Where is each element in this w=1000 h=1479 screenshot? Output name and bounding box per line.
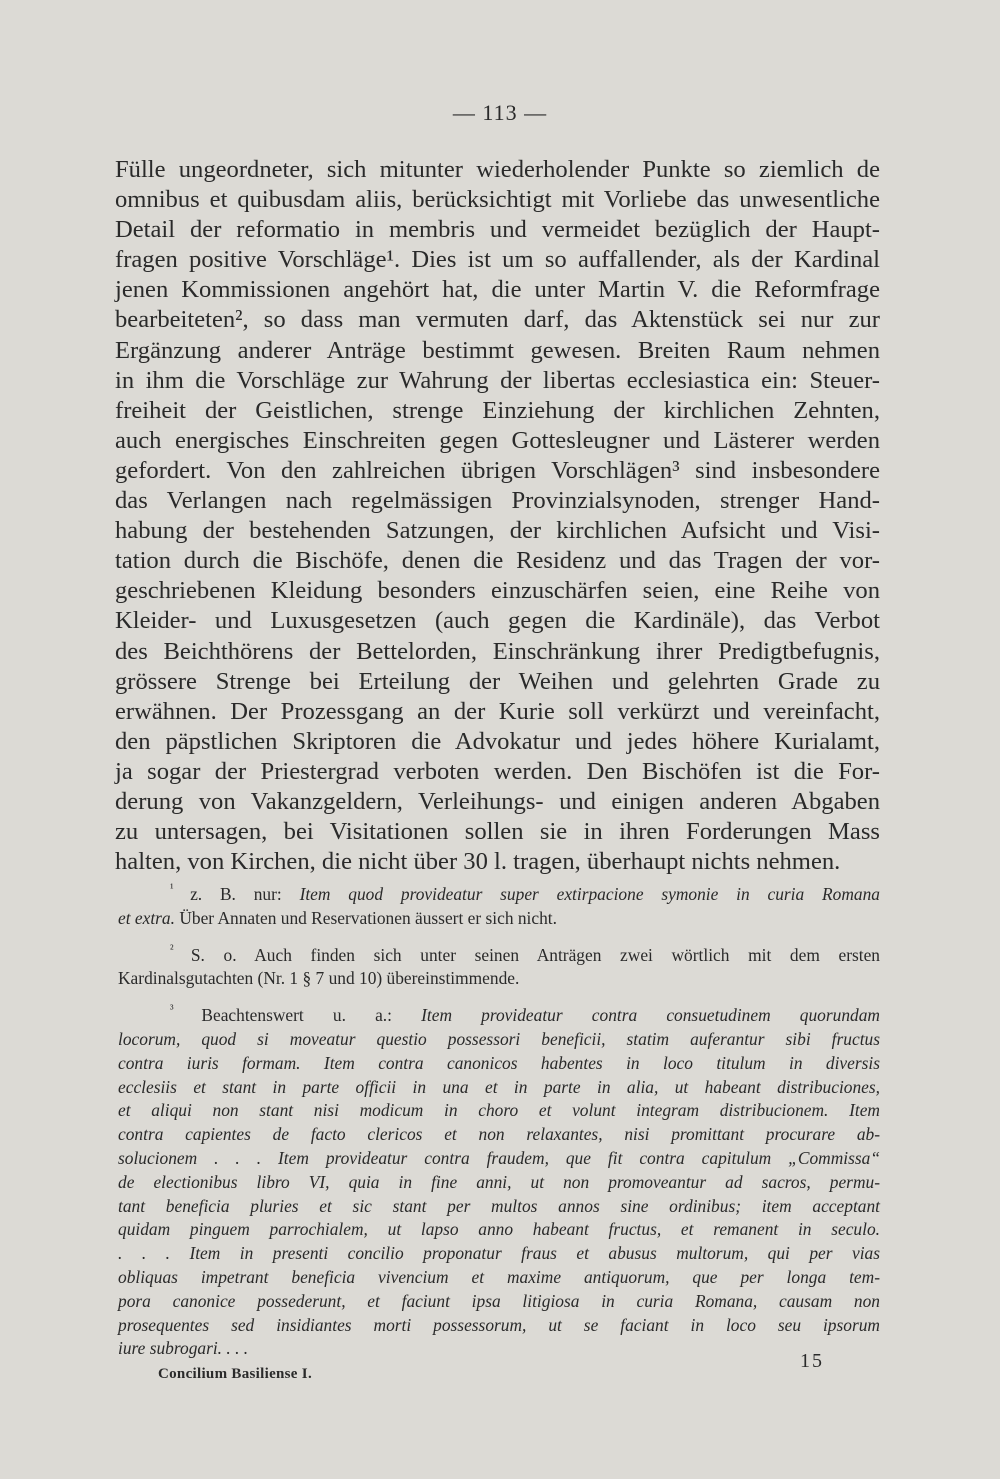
body-line: halten, von Kirchen, die nicht über 30 l. tragen, überhaupt nichts nehmen. — [115, 848, 841, 876]
body-line: zu untersagen, bei Visitationen sollen sie in ihren Forderungen Mass — [115, 818, 880, 846]
footnote-quote: tant beneficia pluries et sic stant per multos annos sine ordinibus; item acceptant — [118, 1195, 880, 1216]
footnote-line — [118, 907, 880, 931]
body-line: bearbeiteten², so dass man vermuten darf, das Aktenstück sei nur zur — [115, 306, 880, 334]
footnote-line — [118, 938, 880, 968]
footnote-line — [118, 967, 880, 991]
body-line: des Beichthörens der Bettelorden, Einschränkung ihrer Predigtbefugnis, — [115, 637, 880, 665]
footnote-line — [118, 1076, 880, 1100]
footnote-line — [118, 1171, 880, 1195]
footnote-quote: iure subrogari. . . . — [118, 1338, 249, 1359]
body-line: gefordert. Von den zahlreichen übrigen Vorschlägen³ sind insbesondere — [115, 456, 880, 484]
body-line: fragen positive Vorschläge¹. Dies ist um so auffallender, als der Kardinal — [115, 246, 880, 274]
footnote-line — [118, 1052, 880, 1076]
footnote-quote: ecclesiis et stant in parte officii in una et in parte in alia, ut habeant distribuciones, — [118, 1076, 880, 1097]
body-line: derung von Vakanzgeldern, Verleihungs- und einigen anderen Abgaben — [115, 787, 880, 815]
footnote-quote: solucionem . . . Item provideatur contra fraudem, que fit contra capitulum „Commissa“ — [118, 1147, 880, 1168]
footnote-mark: ³ — [170, 1002, 202, 1017]
signature-mark: Concilium Basiliense I. — [158, 1366, 312, 1382]
body-line: erwähnen. Der Prozessgang an der Kurie soll verkürzt und vereinfacht, — [115, 697, 880, 725]
body-line: Fülle ungeordneter, sich mitunter wiederholender Punkte so ziemlich de — [115, 156, 880, 183]
footnote — [118, 998, 880, 1361]
footnote-line — [118, 1266, 880, 1290]
body-line: omnibus et quibusdam aliis, berücksichtigt mit Vorliebe das unwesentliche — [115, 186, 880, 214]
page-number: — 113 — — [452, 100, 548, 125]
footnote-line — [118, 1028, 880, 1052]
footnote-quote: Item quod provideatur super extirpacione symonie in curia Romana — [299, 884, 880, 904]
footnote-quote: contra iuris formam. Item contra canonicos habentes in loco titulum in diversis — [118, 1052, 880, 1073]
body-line: Detail der reformatio in membris und vermeidet bezüglich der Haupt- — [115, 216, 880, 244]
body-line: tation durch die Bischöfe, denen die Residenz und das Tragen der vor- — [115, 547, 880, 575]
footnote-text: S. o. Auch finden sich unter seinen Anträgen zwei wörtlich mit dem ersten — [190, 944, 880, 965]
footnotes — [118, 877, 880, 1361]
footnote-line — [118, 1242, 880, 1266]
body-line: Kleider- und Luxusgesetzen (auch gegen die Kardinäle), das Verbot — [115, 607, 880, 635]
footnote-line — [118, 1314, 880, 1338]
footnote-text: Über Annaten und Reservationen äussert er sich nicht. — [174, 907, 557, 928]
footnote-quote: contra capientes de facto clericos et non relaxantes, nisi promittant procurare ab- — [118, 1124, 880, 1145]
footnote-quote: pora canonice possederunt, et faciunt ipsa litigiosa in curia Romana, causam non — [118, 1290, 880, 1311]
footnote-line — [118, 1290, 880, 1314]
footnote-text: Kardinalsgutachten (Nr. 1 § 7 und 10) übereinstimmende. — [118, 968, 520, 989]
footnote-line — [118, 1218, 880, 1242]
footnote-quote: Item provideatur contra consuetudinem quorundam — [421, 1005, 880, 1026]
footnote-line — [118, 1337, 880, 1361]
footnote-text: z. B. nur: — [190, 884, 300, 904]
footnote-mark: ² — [170, 941, 191, 956]
footnote-quote: quidam pinguem parrochialem, ut lapso anno habeant fructus, et remanent in seculo. — [118, 1219, 880, 1240]
body-line: ja sogar der Priestergrad verboten werden. Den Bischöfen ist die For- — [115, 757, 880, 785]
footnote-mark: ¹ — [170, 881, 191, 895]
body-text — [115, 155, 880, 877]
footnote-quote: prosequentes sed insidiantes morti possessorum, ut se faciant in loco seu ipsorum — [118, 1314, 880, 1335]
footnote-line — [118, 1099, 880, 1123]
footnote-quote: de electionibus libro VI, quia in fine anni, ut non promoveantur ad sacros, permu- — [118, 1171, 880, 1192]
body-line: Ergänzung anderer Anträge bestimmt gewesen. Breiten Raum nehmen — [115, 336, 880, 364]
body-line: grössere Strenge bei Erteilung der Weihen und gelehrten Grade zu — [115, 667, 880, 695]
footnote-quote: obliquas impetrant beneficia vivencium et maxime antiquorum, que per longa tem- — [118, 1266, 880, 1287]
body-line: in ihm die Vorschläge zur Wahrung der libertas ecclesiastica ein: Steuer- — [115, 366, 880, 394]
body-line: auch energisches Einschreiten gegen Gottesleugner und Lästerer werden — [115, 426, 880, 454]
footnote-line — [118, 1147, 880, 1171]
sheet-number: 15 — [800, 1350, 824, 1372]
body-line: geschriebenen Kleidung besonders einzuschärfen seien, eine Reihe von — [115, 577, 880, 605]
footnote-quote: locorum, quod si moveatur questio possessori beneficii, statim auferantur sibi fructus — [118, 1028, 880, 1049]
body-line: habung der bestehenden Satzungen, der kirchlichen Aufsicht und Visi- — [115, 517, 880, 545]
body-line: das Verlangen nach regelmässigen Provinzialsynoden, strenger Hand- — [115, 487, 880, 515]
body-line: den päpstlichen Skriptoren die Advokatur und jedes höhere Kurialamt, — [115, 727, 880, 755]
footnote — [118, 877, 880, 931]
body-line: freiheit der Geistlichen, strenge Einziehung der kirchlichen Zehnten, — [115, 396, 880, 424]
footnote-line — [118, 1195, 880, 1219]
footnote-line — [118, 1123, 880, 1147]
body-line: jenen Kommissionen angehört hat, die unter Martin V. die Reformfrage — [115, 276, 880, 304]
footnote-quote: . . . Item in presenti concilio proponatur fraus et abusus multorum, qui per vias — [118, 1243, 880, 1264]
footnote-text: Beachtenswert u. a.: — [201, 1005, 422, 1026]
footnote-line — [118, 998, 880, 1028]
footnote-line — [118, 877, 880, 907]
footnote-quote: et aliqui non stant nisi modicum in choro et volunt integram distribucionem. Item — [118, 1100, 880, 1121]
footnote — [118, 938, 880, 992]
footnote-quote: et extra. — [118, 907, 175, 928]
